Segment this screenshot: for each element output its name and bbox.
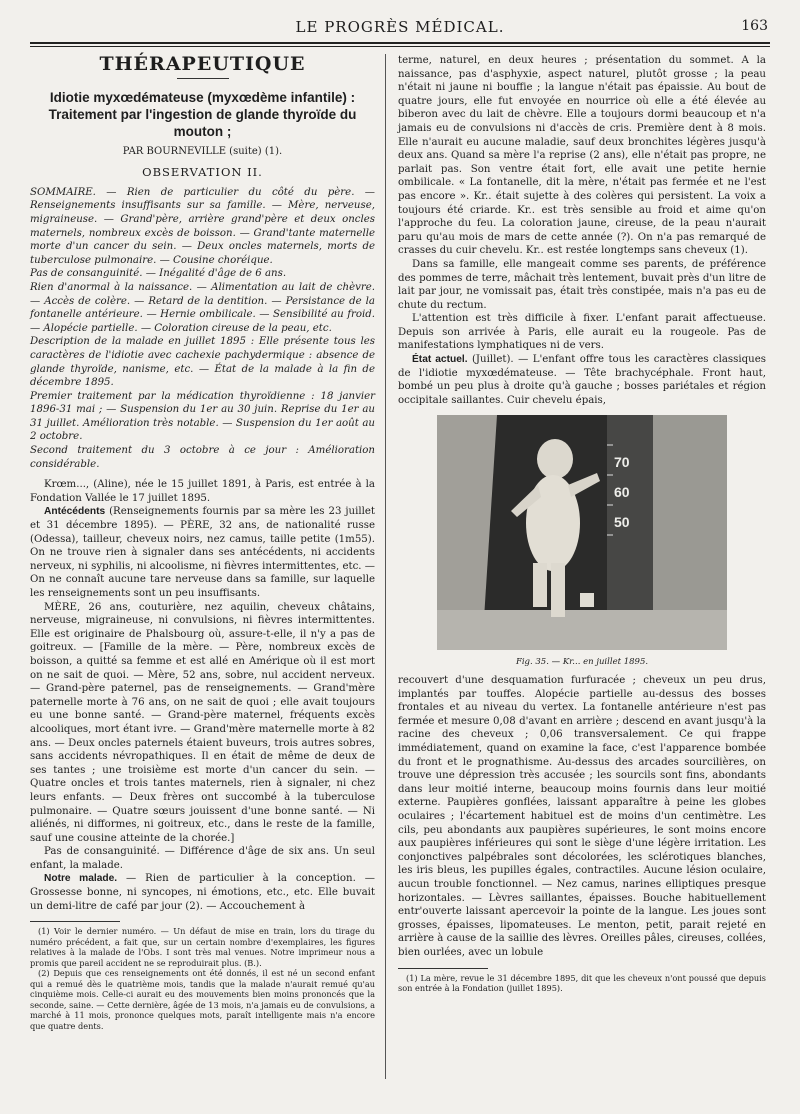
consanguinity-paragraph: Pas de consanguinité. — Différence d'âge de six ans. Un seul enfant, la malade. [30, 846, 375, 871]
figure-35 [398, 415, 766, 670]
summary-paragraph: Rien d'anormal à la naissance. — Alimentation au lait de chèvre. — Accès de colère. — Retard de la dentition. — Persistance de la fontanelle antérieure. — Hernie ombilicale. — Sensibilité au froid. — Alopécie partielle. — Coloration cireuse de la peau, etc. [30, 281, 375, 334]
patient-paragraph [30, 872, 375, 913]
summary-block [30, 186, 375, 471]
figure-caption: Fig. 35. — Kr... en juillet 1895. [515, 657, 649, 668]
summary-paragraph: Premier traitement par la médication thyroïdienne : 18 janvier 1896-31 mai ; — Suspension du 1er au 30 juin. Reprise du 1er au 31 juillet. Amélioration très notable. — Suspension du 1er août au 2 octobre. [30, 390, 375, 443]
footnote: (1) Voir le dernier numéro. — Un défaut de mise en train, lors du tirage du numéro précédent, a fait que, sur un certain nombre d'exemplaires, les figures relatives à la malade de l'Obs. I sont très mal venues. Notre imprimeur nous a promis que pareil accident ne se reproduirait plus. (B.). [30, 926, 375, 968]
running-head [30, 18, 770, 40]
footnote: (2) Depuis que ces renseignements ont été donnés, il est né un second enfant qui a remué dès le quatrième mois, tandis que la malade n'aurait remué qu'au cinquième mois. Celle-ci aurait eu des mouvements bien moins prononcés que la seconde, saine. — Cette dernière, âgée de 13 mois, n'a jamais eu de convulsions, a marché à 11 mois, prononce quelques mots, paraît intelligente mais n'a encore que quatre dents. [30, 968, 375, 1031]
footnote-rule [30, 921, 120, 922]
column-divider [385, 54, 386, 1079]
summary-paragraph: Second traitement du 3 octobre à ce jour : Amélioration considérable. [30, 445, 375, 470]
left-column [30, 54, 375, 1031]
header-rule [30, 42, 770, 44]
footnote-rule [398, 968, 488, 969]
summary-paragraph: SOMMAIRE. — Rien de particulier du côté du père. — Renseignements insuffisants sur sa famille. — Mère, nerveuse, migraineuse. — Grand'père, arrière grand'père et deux oncles maternels, nombreux excès de boisson. — Grand'tante maternelle morte d'un cancer du sein. — Deux oncles maternels, morts de tuberculose pulmonaire. — Cousine choréique. [30, 186, 375, 266]
section-title: THÉRAPEUTIQUE [99, 53, 306, 75]
patient-label: Notre malade. [44, 873, 118, 885]
photograph-illustration [437, 415, 727, 650]
antecedents-paragraph [30, 505, 375, 600]
description-paragraph: recouvert d'une desquamation furfuracée ; cheveux un peu drus, implantés par touffes. Alopécie partielle au-dessus des bosses frontales et au niveau du vertex. La fontanelle antérieure n'est pas fermée et mesure 0,08 d'avant en arrière ; descend en avant jusqu'à la racine des cheveux ; 0,06 transversalement. Ce qui frappe immédiatement, quand on examine la face, c'est l'apparence bombée du front et le prognathisme. Au-dessus des arcades sourcilières, on trouve une dépression très accusée ; les sourcils sont fins, abondants dans leur moitié interne, beaucoup moins fournis dans leur moitié externe. Paupières gonflées, laissant apparaître à peine les globes oculaires ; l'écartement habituel est de moins d'un centimètre. Les cils, peu abondants aux paupières supérieures, le sont moins encore aux paupières inférieures qui sont le siège d'une légère irritation. Les conjonctives palpébrales sont décolorées, les sclérotiques blanches, les iris bleus, les pupilles égales, contractiles. Aucune lésion oculaire, aucun trouble fonctionnel. — Nez camus, narines elliptiques presque horizontales. — Lèvres saillantes, épaisses. Bouche habituellement entr'ouverte laissant apercevoir la pointe de la langue. Les joues sont grosses, épaisses, lipomateuses. Le menton, petit, parait rejeté en arrière à cause de la saillie des lèvres. Oreilles pâles, cireuses, collées, bien ourlées, avec un lobule [398, 675, 766, 958]
summary-paragraph: Description de la malade en juillet 1895 : Elle présente tous les caractères de l'idiotie avec cachexie pachydermique : absence de glande thyroïde, nanisme, etc. — État de la malade à la fin de décembre 1895. [30, 336, 375, 389]
current-state-label: État actuel. [412, 354, 468, 366]
byline: PAR BOURNEVILLE (suite) (1). [122, 145, 283, 157]
title-divider [177, 78, 229, 79]
birth-paragraph: terme, naturel, en deux heures ; présentation du sommet. A la naissance, pas d'asphyxie, aspect naturel, plutôt grosse ; la peau n'était ni jaune ni bouffie ; la langue n'était pas épaissie. Au bout de quatre jours, elle fut envoyée en nourrice où elle a été élevée au biberon avec du lait de chèvre. Elle a toujours dormi beaucoup et n'a jamais eu de convulsions ni d'accès de cris. Première dent à 8 mois. Elle n'aurait eu aucune maladie, sauf deux bronchites légères jusqu'à deux ans. Quand sa mère l'a reprise (2 ans), elle n'était pas propre, ne parlait pas. Son ventre était fort, elle avait une petite hernie ombilicale. « La fontanelle, dit la mère, n'était pas fermée et ne l'est pas encore ». Kr.. était sujette à des colères qui persistent. La voix a toujours été criarde. Kr.. est très sensible au froid et aime qu'on l'approche du feu. La coloration jaune, cireuse, de la peau n'aurait paru qu'au mois de mars de cette année (?). On n'a pas remarqué de crasses du cuir chevelu. Kr.. est restée longtemps sans cheveux (1). [398, 55, 766, 257]
current-state-paragraph [398, 353, 766, 407]
article-title-line-2: Traitement par l'ingestion de glande thyroïde du mouton ; [48, 106, 357, 139]
article-title-line-1: Idiotie myxœdémateuse (myxœdème infantile) : [49, 89, 356, 105]
patient-text: — Rien de particulier à la conception. — Grossesse bonne, ni syncopes, ni émotions, etc., etc. Elle buvait un demi-litre de café par jour (2). — Accouchement à [30, 873, 375, 912]
ruler-mark: 60 [614, 484, 630, 501]
observation-heading: OBSERVATION II. [142, 165, 263, 180]
header-rule-thin [30, 46, 770, 47]
diet-paragraph: Dans sa famille, elle mangeait comme ses parents, de préférence des pommes de terre, mâchait très lentement, buvait près d'un litre de lait par jour, ne vomissait pas, était très constipée, mais n'a pas eu de chute du rectum. [398, 258, 766, 311]
page-number: 163 [741, 18, 768, 34]
antecedents-text: (Renseignements fournis par sa mère les 23 juillet et 31 décembre 1895). — PÈRE, 32 ans, de nationalité russe (Odessa), tailleur, cheveux noirs, nez camus, taille petite (1m55). On ne trouve rien à signaler dans ses antécédents, ni accidents nerveux, ni syphilis, ni alcoolisme, ni fièvres intermittentes, etc. — On ne connaît aucune tare nerveuse dans sa famille, sur laquelle les renseignements sont un peu insuffisants. [30, 506, 375, 599]
attention-paragraph: L'attention est très difficile à fixer. L'enfant parait affectueuse. Depuis son arrivée à Paris, elle aurait eu la rougeole. Pas de manifestations lymphatiques ni de vers. [398, 313, 766, 352]
patient-photograph [437, 415, 727, 650]
mother-paragraph: MÈRE, 26 ans, couturière, nez aquilin, cheveux châtains, nerveuse, migraineuse, ni convulsions, ni fièvres intermittentes. Elle est originaire de Phalsbourg où, assure-t-elle, il n'y a pas de goitreux. — [Famille de la mère. — Père, nombreux excès de boisson, a quitté sa femme et est allé en Amérique où il est mort on ne sait de quoi. — Mère, 52 ans, sobre, nul accident nerveux. — Grand-père paternel, pas de renseignements. — Grand'mère paternelle morte à 76 ans, on ne sait de quoi ; elle avait toujours eu une bonne santé. — Grand-père maternel, fréquents excès alcooliques, mort étant ivre. — Grand'mère maternelle morte à 82 ans. — Deux oncles paternels étaient buveurs, trois autres sobres, sans accidents névropathiques. Il en était de même de deux de ses tantes ; une troisième est morte d'un cancer du sein. — Quatre oncles et trois tantes maternels, rien à signaler, ni chez leurs enfants. — Deux frères ont succombé à la tuberculose pulmonaire. — Quatre sœurs jouissent d'une bonne santé. — Ni aliénés, ni difformes, ni goitreux, etc., dans le reste de la famille, sauf une cousine atteinte de la chorée.] [30, 601, 375, 844]
ruler-mark: 50 [614, 514, 630, 531]
antecedents-label: Antécédents [44, 506, 106, 518]
right-column [398, 54, 766, 994]
intro-paragraph: Krœm..., (Aline), née le 15 juillet 1891, à Paris, est entrée à la Fondation Vallée le 17 juillet 1895. [30, 479, 375, 504]
footnote: (1) La mère, revue le 31 décembre 1895, dit que les cheveux n'ont poussé que depuis son entrée à la Fondation (juillet 1895). [398, 972, 766, 993]
ruler-mark: 70 [614, 454, 630, 471]
summary-paragraph: Pas de consanguinité. — Inégalité d'âge de 6 ans. [30, 268, 287, 280]
journal-title: LE PROGRÈS MÉDICAL. [295, 18, 505, 36]
current-state-text: (Juillet). — L'enfant offre tous les caractères classiques de l'idiotie myxœdémateuse. — Tête brachycéphale. Front haut, bombé un peu plus à droite qu'à gauche ; bosses pariétales et région occipitale saillantes. Cuir chevelu épais, [398, 354, 766, 406]
